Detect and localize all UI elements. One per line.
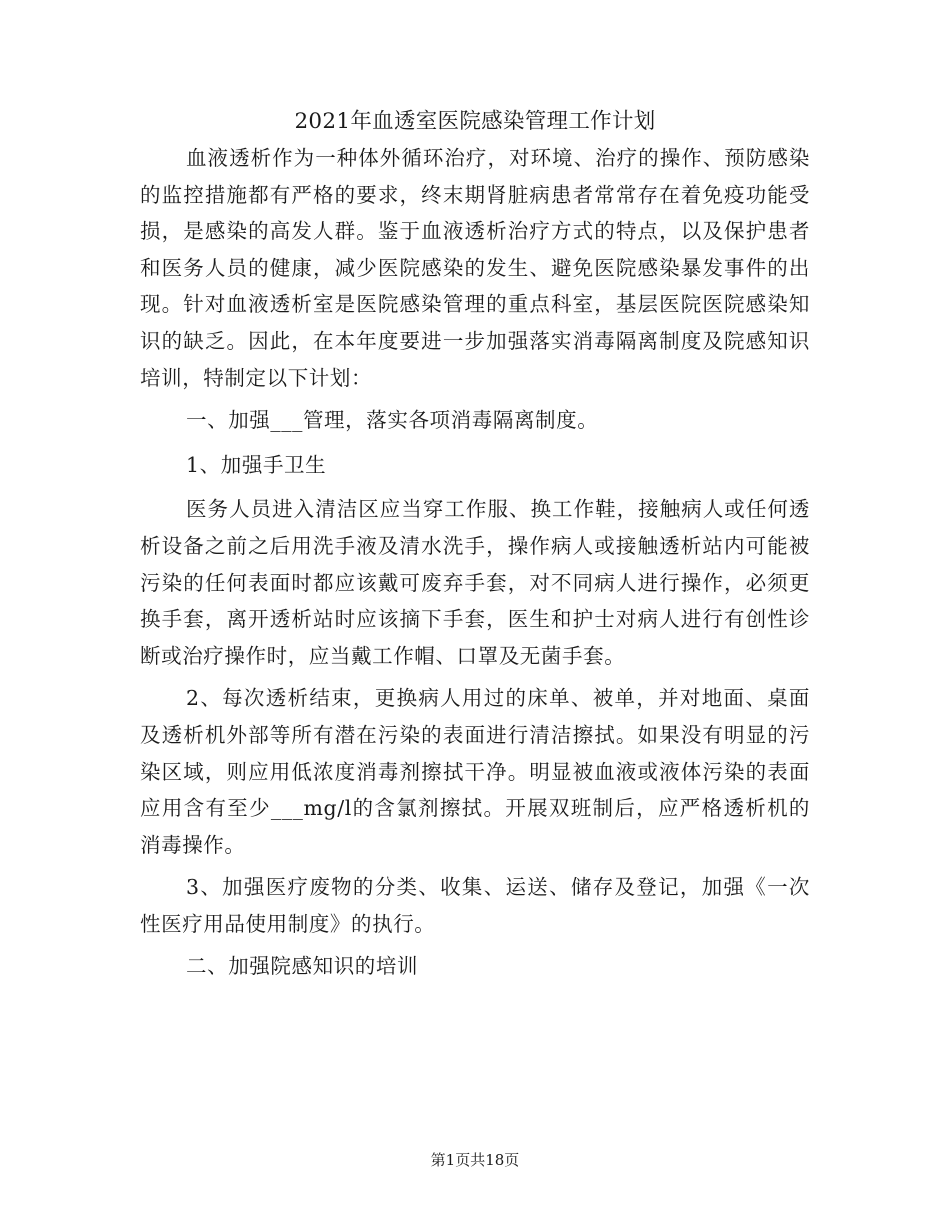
heading-section-1: 一、加强___管理，落实各项消毒隔离制度。 [186,408,599,433]
heading-hand-hygiene: 1、加强手卫生 [186,452,327,477]
document-title: 2021年血透室医院感染管理工作计划 [294,109,656,134]
paragraph-intro: 血液透析作为一种体外循环治疗，对环境、治疗的操作、预防感染的监控措施都有严格的要求，终末期肾脏病患者常常存在着免疫功能受损，是感染的高发人群。鉴于血液透析治疗方式的特点，以及保护患者和医务人员的健康，减少医院感染的发生、避免医院感染暴发事件的出现。针对血液透析室是医院感染管理的重点科室，基层医院医院感染知识的缺乏。因此，在本年度要进一步加强落实消毒隔离制度及院感知识培训，特制定以下计划： [140,146,810,390]
page-number: 第1页共18页 [430,1151,520,1169]
paragraph-medical-waste: 3、加强医疗废物的分类、收集、运送、储存及登记，加强《一次性医疗用品使用制度》的执行。 [140,875,810,936]
paragraph-cleaning: 2、每次透析结束，更换病人用过的床单、被单，并对地面、桌面及透析机外部等所有潜在污染的表面进行清洁擦拭。如果没有明显的污染区域，则应用低浓度消毒剂擦拭干净。明显被血液或液体污染的表面应用含有至少___mg/l的含氯剂擦拭。开展双班制后，应严格透析机的消毒操作。 [140,686,810,857]
document-body [140,140,810,991]
paragraph-hand-hygiene: 医务人员进入清洁区应当穿工作服、换工作鞋，接触病人或任何透析设备之前之后用洗手液及清水洗手，操作病人或接触透析站内可能被污染的任何表面时都应该戴可废弃手套，对不同病人进行操作，必须更换手套，离开透析站时应该摘下手套，医生和护士对病人进行有创性诊断或治疗操作时，应当戴工作帽、口罩及无菌手套。 [140,497,810,668]
heading-section-2: 二、加强院感知识的培训 [186,954,419,979]
